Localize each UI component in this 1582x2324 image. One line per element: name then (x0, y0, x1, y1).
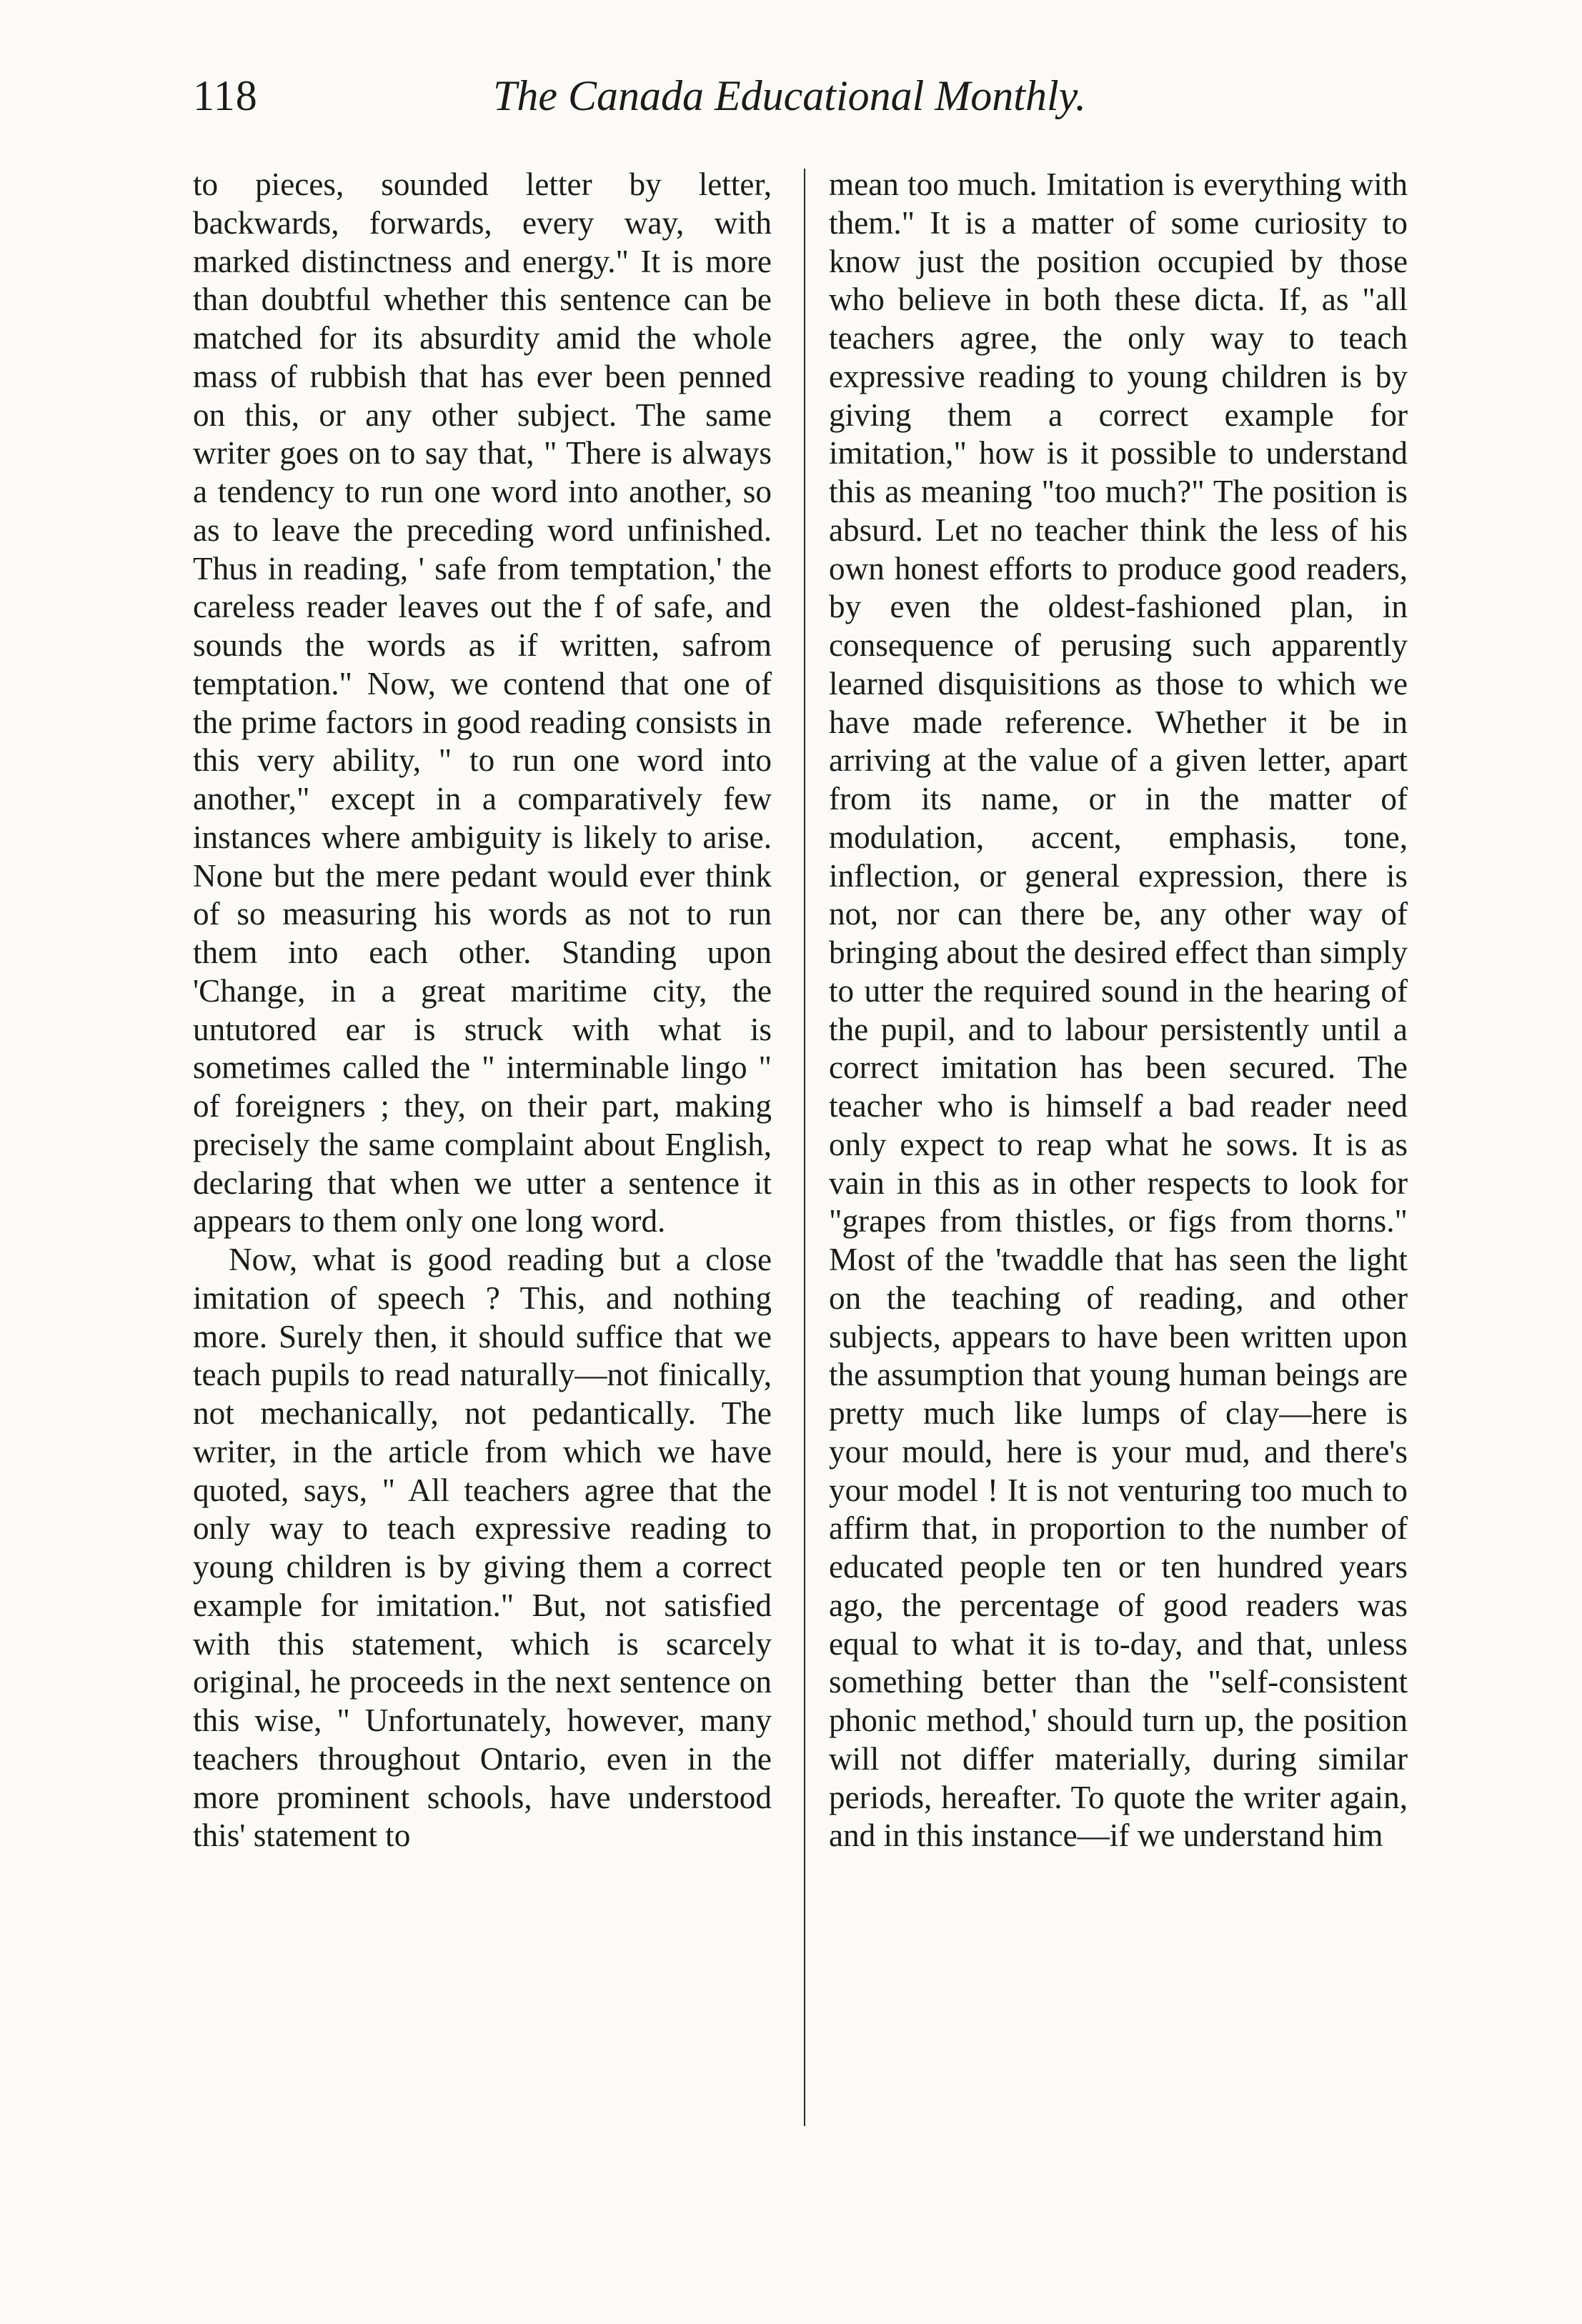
column-divider (804, 169, 805, 2126)
right-column (829, 166, 1408, 1855)
page-number: 118 (193, 72, 258, 119)
left-paragraph-1: to pieces, sounded letter by letter, backwards, forwards, every way, with marked distinctness and energy." It is more than doubtful whether this sentence can be matched for its absurdity amid the whole mass of rubbish that has ever been penned on this, or any other subject. The same writer goes on to say that, " There is always a tendency to run one word into another, so as to leave the preceding word unfinished. Thus in reading, ' safe from temptation,' the careless reader leaves out the f of safe, and sounds the words as if written, safrom temptation." Now, we contend that one of the prime factors in good reading consists in this very ability, " to run one word into another," except in a comparatively few instances where ambiguity is likely to arise. None but the mere pedant would ever think of so measuring his words as not to run them into each other. Standing upon 'Change, in a great maritime city, the untutored ear is struck with what is sometimes called the " interminable lingo " of foreigners ; they, on their part, making precisely the same complaint about English, declaring that when we utter a sentence it appears to them only one long word. (193, 166, 772, 1240)
left-column (193, 166, 772, 1855)
right-paragraph-1: mean too much. Imitation is everything with them." It is a matter of some curiosity to know just the position occupied by those who believe in both these dicta. If, as "all teachers agree, the only way to teach expressive reading to young children is by giving them a correct example for imitation," how is it possible to understand this as meaning "too much?" The position is absurd. Let no teacher think the less of his own honest efforts to produce good readers, by even the oldest-fashioned plan, in consequence of perusing such apparently learned disquisitions as those to which we have made reference. Whether it be in arriving at the value of a given letter, apart from its name, or in the matter of modulation, accent, emphasis, tone, inflection, or general expression, there is not, nor can there be, any other way of bringing about the desired effect than simply to utter the required sound in the hearing of the pupil, and to labour persistently until a correct imitation has been secured. The teacher who is himself a bad reader need only expect to reap what he sows. It is as vain in this as in other respects to look for "grapes from thistles, or figs from thorns." Most of the 'twaddle that has seen the light on the teaching of reading, and other subjects, appears to have been written upon the assumption that young human beings are pretty much like lumps of clay—here is your mould, here is your mud, and there's your model ! It is not venturing too much to affirm that, in proportion to the number of educated people ten or ten hundred years ago, the percentage of good readers was equal to what it is to-day, and that, unless something better than the "self-consistent phonic method,' should turn up, the position will not differ materially, during similar periods, hereafter. To quote the writer again, and in this instance—if we understand him (829, 166, 1408, 1854)
left-paragraph-2: Now, what is good reading but a close imitation of speech ? This, and nothing more. Surely then, it should suffice that we teach pupils to read naturally—not finically, not mechanically, not pedantically. The writer, in the article from which we have quoted, says, " All teachers agree that the only way to teach expressive reading to young children is by giving them a correct example for imitation." But, not satisfied with this statement, which is scarcely original, he proceeds in the next sentence on this wise, " Unfortunately, however, many teachers throughout Ontario, even in the more prominent schools, have understood this' statement to (193, 1242, 772, 1854)
running-title: The Canada Educational Monthly. (493, 72, 1086, 119)
page-header (193, 71, 1401, 136)
